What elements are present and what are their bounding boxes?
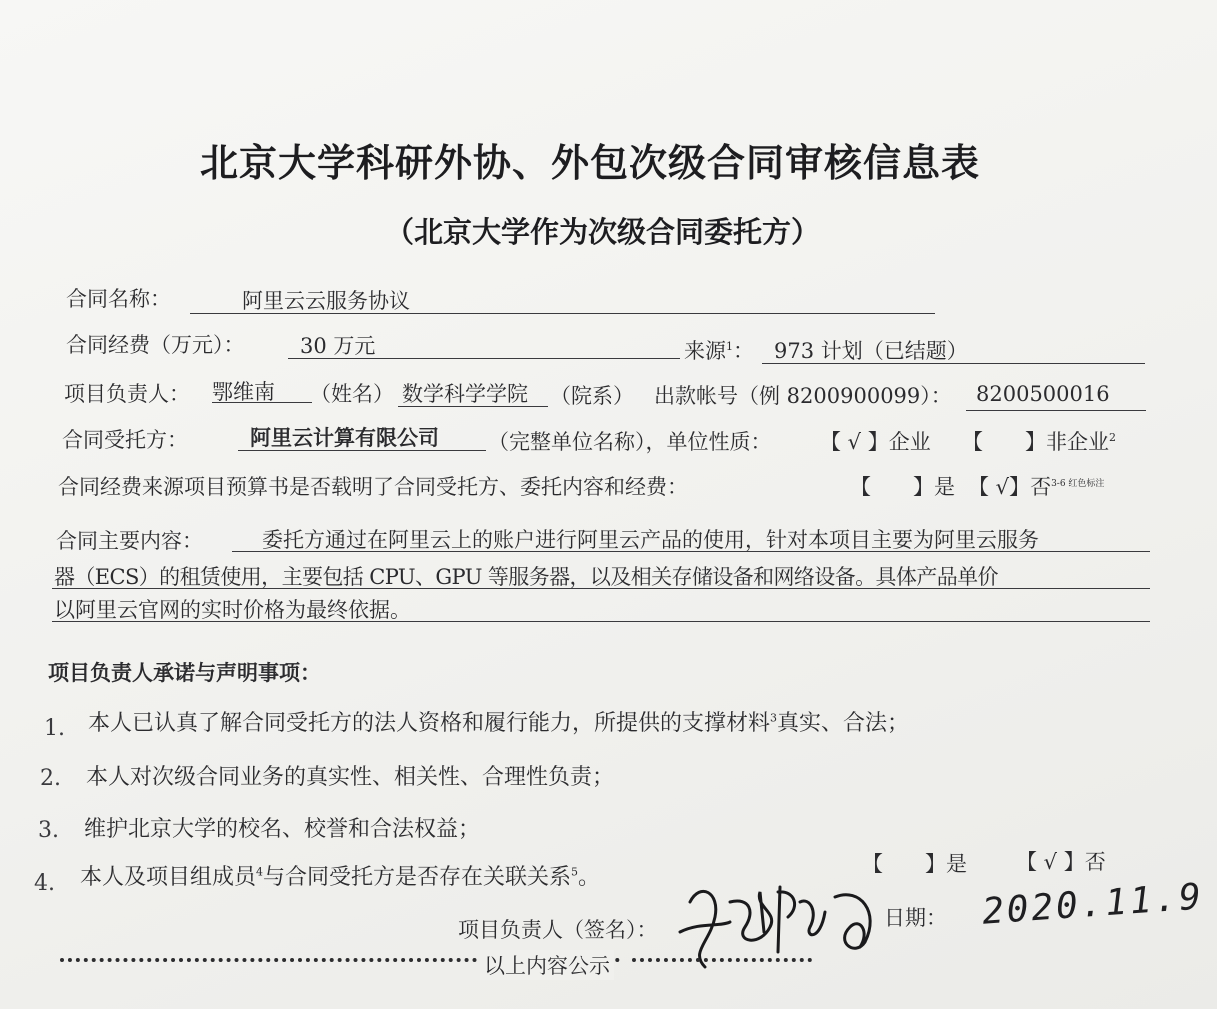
leader-name-field[interactable] — [212, 374, 312, 403]
leader-dept-field[interactable] — [398, 378, 548, 407]
handwritten-signature[interactable] — [660, 872, 890, 982]
trustee-value: 阿里云计算有限公司 — [250, 426, 439, 450]
relation-yes-box: 【 】 — [862, 852, 946, 876]
project-leader-label: 项目负责人： — [64, 382, 190, 406]
item-4-number: 4. — [34, 871, 55, 896]
signature-label: 项目负责人（签名）： — [458, 918, 658, 942]
item-4-text: 本人及项目组成员$^4$与合同受托方是否存在关联关系$^5$。 — [80, 865, 601, 890]
form-title: 北京大学科研外协、外包次级合同审核信息表 — [200, 141, 981, 185]
contract-fee-value: 30 万元 — [300, 334, 376, 358]
separator-dots-right — [632, 958, 812, 962]
budget-yes-label: 是 — [934, 475, 955, 499]
item-1-number: 1. — [44, 716, 65, 741]
non-enterprise-label: 非企业 — [1046, 430, 1109, 454]
trustee-label: 合同受托方： — [62, 428, 188, 452]
leader-name-value: 鄂维南 — [212, 380, 275, 404]
fee-source-label: 来源$^1$： — [684, 339, 754, 363]
relation-no-label: 否 — [1084, 850, 1106, 874]
relation-no-box: 【 √ 】 — [1016, 850, 1085, 874]
contract-name-value: 阿里云云服务协议 — [242, 289, 410, 313]
budget-note: 3-6 红色标注 — [1051, 479, 1105, 489]
budget-yes-checkbox[interactable] — [850, 471, 955, 501]
date-value[interactable]: 2020.11.9 — [980, 876, 1206, 933]
contract-name-field[interactable] — [190, 285, 935, 314]
fee-source-value: 973 计划（已结题） — [774, 339, 968, 363]
leader-name-hint: （姓名） — [310, 382, 394, 406]
budget-yes-box: 【 】 — [850, 475, 934, 499]
item-3-number: 3. — [38, 818, 59, 843]
main-content-line-2[interactable]: 器（ECS）的租赁使用，主要包括 CPU、GPU 等服务器，以及相关存储设备和网络设备。具体产品单价 — [52, 557, 1150, 589]
budget-no-label: 否 — [1030, 475, 1052, 499]
budget-question: 合同经费来源项目预算书是否载明了合同受托方、委托内容和经费： — [58, 475, 688, 499]
item-3-text: 维护北京大学的校名、校誉和合法权益； — [84, 817, 481, 842]
relation-yes-label: 是 — [946, 852, 967, 876]
contract-fee-label: 合同经费（万元）： — [66, 333, 245, 357]
item-2-number: 2. — [40, 766, 61, 791]
trustee-hint: （完整单位名称），单位性质： — [488, 430, 772, 454]
enterprise-box: 【 √ 】 — [820, 430, 889, 454]
budget-no-box: 【 √】 — [968, 475, 1031, 499]
date-label: 日期： — [884, 906, 947, 930]
non-enterprise-box: 【 】 — [962, 430, 1046, 454]
account-field[interactable] — [966, 382, 1146, 411]
fee-source-field[interactable] — [762, 335, 1145, 364]
contract-name-label: 合同名称： — [66, 287, 171, 311]
budget-no-checkbox[interactable] — [968, 471, 1104, 501]
form-subtitle: （北京大学作为次级合同委托方） — [385, 215, 821, 249]
item-1-text: 本人已认真了解合同受托方的法人资格和履行能力，所提供的支撑材料$^3$真实、合法； — [88, 711, 910, 736]
commitment-heading: 项目负责人承诺与声明事项： — [48, 661, 321, 685]
account-label: 出款帐号（例 8200900099）： — [654, 384, 952, 408]
enterprise-checkbox[interactable] — [820, 426, 931, 456]
leader-dept-hint: （院系） — [550, 384, 634, 408]
enterprise-label: 企业 — [888, 430, 931, 454]
leader-dept-value: 数学科学学院 — [402, 382, 528, 406]
non-enterprise-checkbox[interactable]: 【 】非企业$^2$ — [962, 430, 1116, 454]
relation-no-checkbox[interactable] — [1016, 846, 1106, 876]
public-notice: 以上内容公示 — [480, 950, 614, 980]
trustee-field[interactable] — [238, 420, 486, 451]
main-content-line-1[interactable]: 委托方通过在阿里云上的账户进行阿里云产品的使用，针对本项目主要为阿里云服务 — [232, 520, 1150, 552]
main-content-line-3[interactable]: 以阿里云官网的实时价格为最终依据。 — [52, 590, 1150, 622]
contract-fee-field[interactable] — [288, 330, 680, 359]
item-2-text: 本人对次级合同业务的真实性、相关性、合理性负责； — [86, 765, 615, 790]
account-value: 8200500016 — [976, 382, 1110, 406]
main-content-label: 合同主要内容： — [56, 529, 203, 553]
